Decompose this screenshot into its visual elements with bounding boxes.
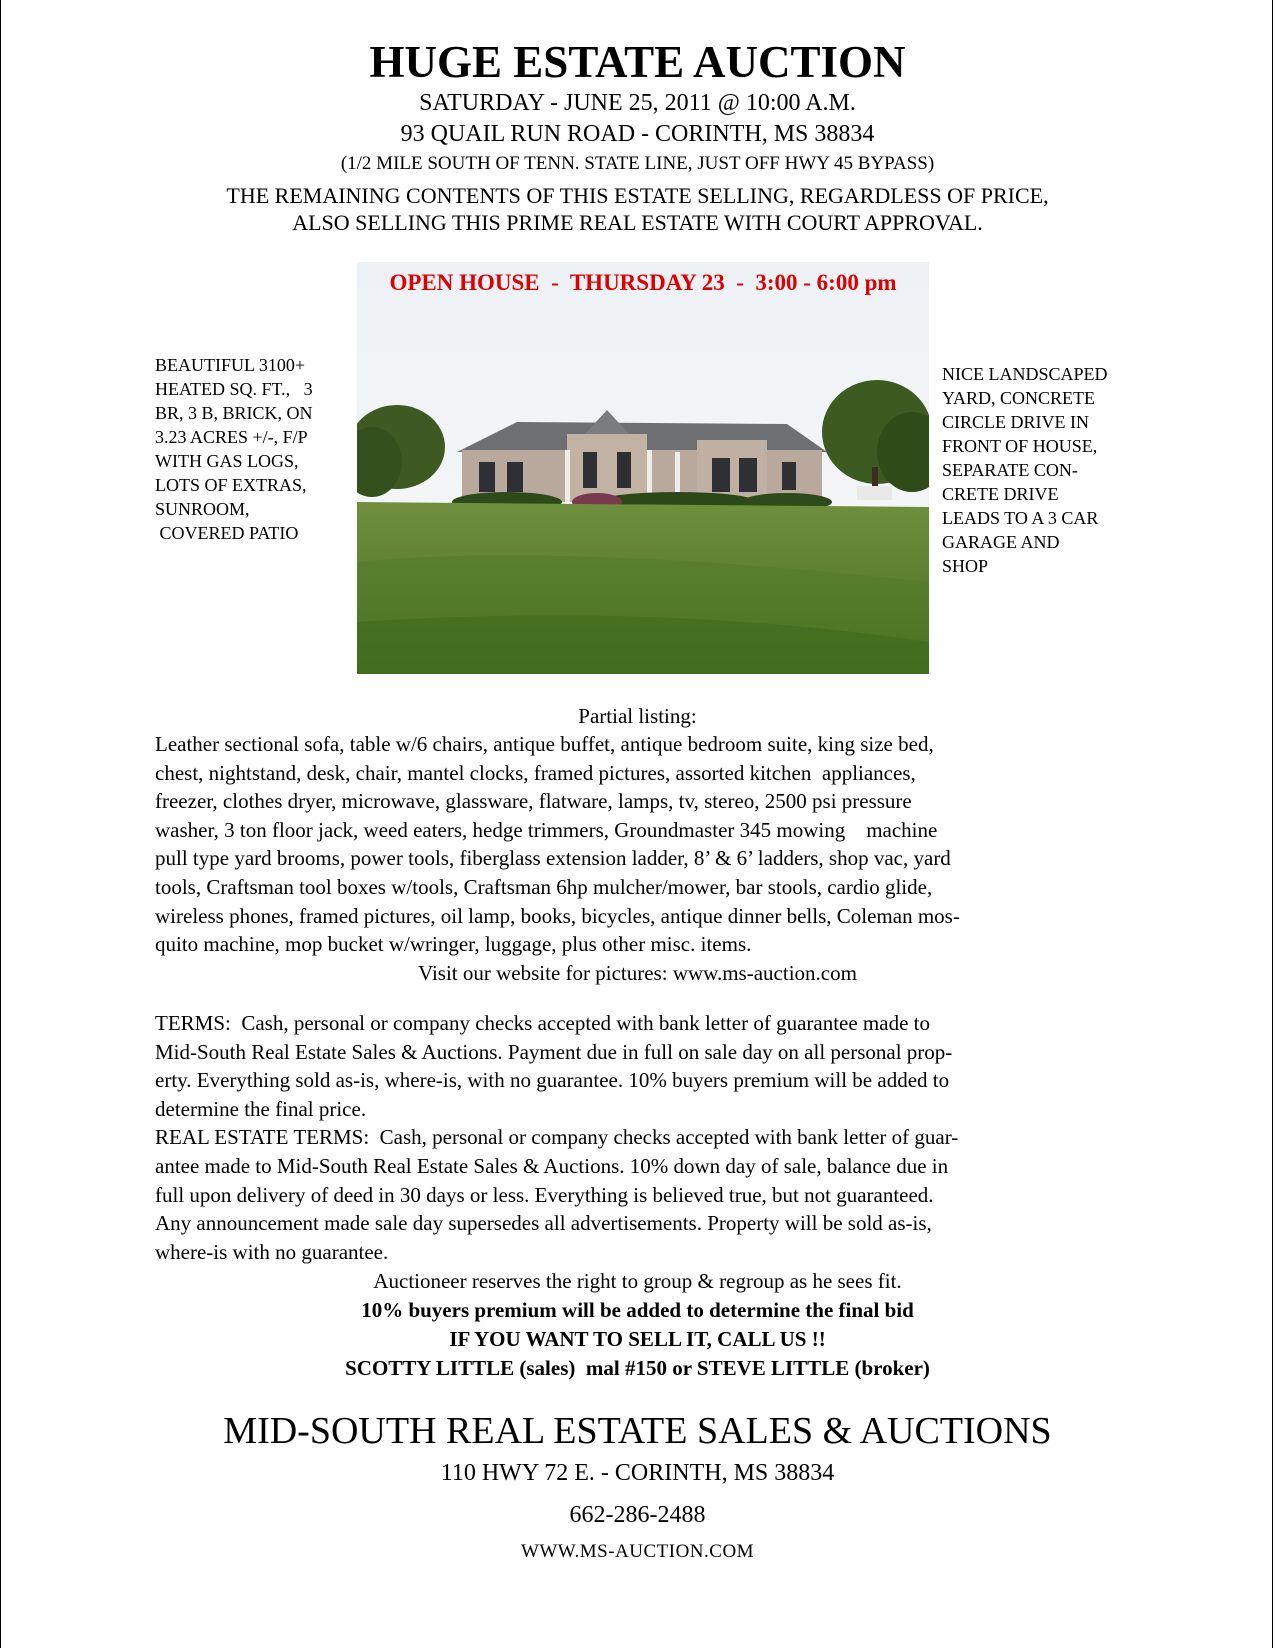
terms-line: full upon delivery of deed in 30 days or less. Everything is believed true, but not guaranteed.: [155, 1182, 934, 1207]
terms-line: Mid-South Real Estate Sales & Auctions. Payment due in full on sale day on all personal prop-: [155, 1039, 953, 1064]
note-line: BEAUTIFUL 3100+: [155, 355, 305, 375]
note-line: FRONT OF HOUSE,: [942, 436, 1098, 456]
note-line: CIRCLE DRIVE IN: [942, 412, 1089, 432]
note-line: HEATED SQ. FT., 3: [155, 379, 313, 399]
estate-contents-note: THE REMAINING CONTENTS OF THIS ESTATE SELLING, REGARDLESS OF PRICE,: [226, 183, 1049, 208]
terms-line: determine the final price.: [155, 1096, 367, 1121]
terms-line: Any announcement made sale day supersedes all advertisements. Property will be sold as-is,: [155, 1211, 932, 1236]
terms-line: REAL ESTATE TERMS: Cash, personal or company checks accepted with bank letter of guar-: [155, 1125, 959, 1150]
auction-address: 93 QUAIL RUN ROAD - CORINTH, MS 38834: [400, 121, 875, 147]
property-features-note: [155, 353, 345, 545]
buyers-premium-note: 10% buyers premium will be added to determine the final bid: [361, 1298, 914, 1322]
note-line: COVERED PATIO: [155, 523, 299, 543]
company-website: WWW.MS-AUCTION.COM: [520, 1541, 755, 1562]
company-phone: 662-286-2488: [569, 1502, 706, 1528]
listing-heading: Partial listing:: [578, 704, 697, 728]
note-line: 3.23 ACRES +/-, F/P: [155, 427, 308, 447]
company-name: MID-SOUTH REAL ESTATE SALES & AUCTIONS: [223, 1410, 1052, 1452]
open-house-banner: OPEN HOUSE - THURSDAY 23 - 3:00 - 6:00 pm: [389, 270, 897, 295]
house-photo: [357, 262, 929, 674]
note-line: LEADS TO A 3 CAR: [942, 508, 1099, 528]
listing-body: [155, 730, 1135, 959]
property-grounds-note: [942, 362, 1142, 578]
listing-line: Leather sectional sofa, table w/6 chairs, antique buffet, antique bedroom suite, king size bed,: [155, 732, 934, 756]
note-line: SEPARATE CON-: [942, 460, 1078, 480]
listing-line: freezer, clothes dryer, microwave, glassware, flatware, lamps, tv, stereo, 2500 psi pressure: [155, 789, 912, 814]
note-line: GARAGE AND: [942, 532, 1060, 552]
auctioneer-reserves-note: Auctioneer reserves the right to group & regroup as he sees fit.: [373, 1269, 902, 1293]
note-line: BR, 3 B, BRICK, ON: [155, 403, 313, 423]
website-note: Visit our website for pictures: www.ms-auction.com: [418, 961, 857, 985]
note-line: CRETE DRIVE: [942, 484, 1059, 504]
note-line: SHOP: [942, 556, 989, 576]
company-address: 110 HWY 72 E. - CORINTH, MS 38834: [440, 1460, 835, 1486]
note-line: LOTS OF EXTRAS,: [155, 475, 307, 495]
terms-body: [155, 1009, 1135, 1266]
listing-line: quito machine, mop bucket w/wringer, luggage, plus other misc. items.: [155, 932, 752, 957]
listing-line: chest, nightstand, desk, chair, mantel clocks, framed pictures, assorted kitchen appliances,: [155, 760, 916, 785]
contacts-line: SCOTTY LITTLE (sales) mal #150 or STEVE LITTLE (broker): [345, 1356, 930, 1380]
real-estate-note: ALSO SELLING THIS PRIME REAL ESTATE WITH COURT APPROVAL.: [292, 210, 983, 235]
sell-callout: IF YOU WANT TO SELL IT, CALL US !!: [449, 1327, 826, 1351]
note-line: WITH GAS LOGS,: [155, 451, 299, 471]
auction-date: SATURDAY - JUNE 25, 2011 @ 10:00 A.M.: [419, 90, 856, 116]
terms-line: erty. Everything sold as-is, where-is, with no guarantee. 10% buyers premium will be added to: [155, 1068, 950, 1093]
auction-directions: (1/2 MILE SOUTH OF TENN. STATE LINE, JUST OFF HWY 45 BYPASS): [340, 153, 935, 174]
note-line: SUNROOM,: [155, 499, 250, 519]
auction-title: HUGE ESTATE AUCTION: [369, 37, 906, 87]
terms-line: antee made to Mid-South Real Estate Sales & Auctions. 10% down day of sale, balance due in: [155, 1153, 949, 1178]
listing-line: wireless phones, framed pictures, oil lamp, books, bicycles, antique dinner bells, Coleman mos-: [155, 903, 960, 928]
note-line: NICE LANDSCAPED: [942, 364, 1108, 384]
terms-line: where-is with no guarantee.: [155, 1239, 389, 1264]
listing-line: tools, Craftsman tool boxes w/tools, Craftsman 6hp mulcher/mower, bar stools, cardio glide,: [155, 874, 933, 899]
listing-line: washer, 3 ton floor jack, weed eaters, hedge trimmers, Groundmaster 345 mowing machine: [155, 817, 938, 842]
note-line: YARD, CONCRETE: [942, 388, 1096, 408]
listing-line: pull type yard brooms, power tools, fiberglass extension ladder, 8’ & 6’ ladders, shop vac, yard: [155, 846, 951, 871]
terms-line: TERMS: Cash, personal or company checks accepted with bank letter of guarantee made to: [155, 1011, 930, 1035]
